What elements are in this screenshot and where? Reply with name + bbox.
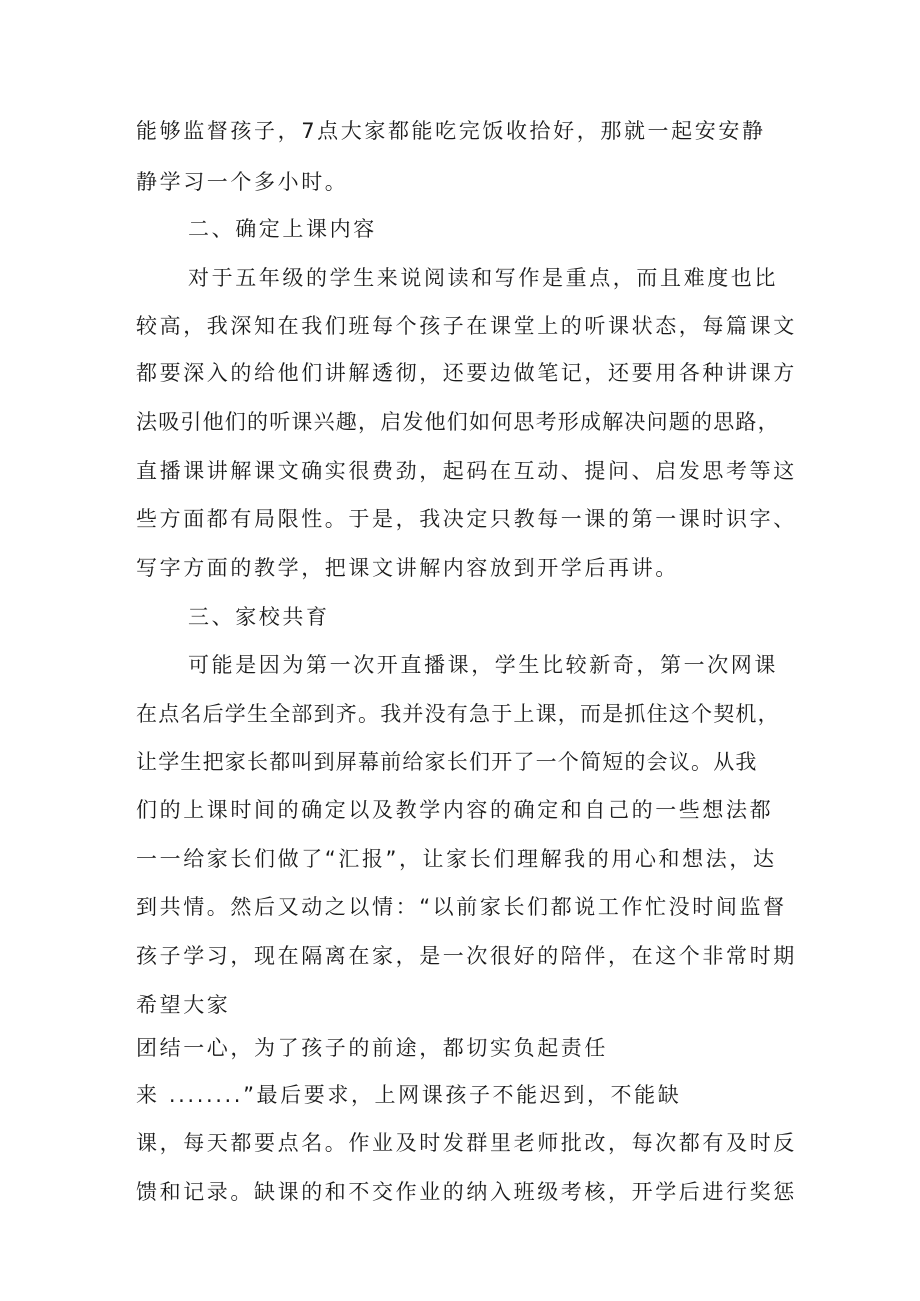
- body-text-line: 到共情。然后又动之以情：“以前家长们都说工作忙没时间监督: [136, 895, 787, 919]
- body-text-line: 希望大家: [136, 993, 231, 1017]
- body-text-line: 孩子学习，现在隔离在家，是一次很好的陪伴，在这个非常时期: [136, 944, 797, 968]
- body-text-line: 团结一心，为了孩子的前途，都切实负起责任: [136, 1036, 608, 1060]
- body-text-line: 对于五年级的学生来说阅读和写作是重点，而且难度也比: [188, 266, 778, 290]
- body-text-line: 馈和记录。缺课的和不交作业的纳入班级考核，开学后进行奖惩: [136, 1180, 797, 1204]
- body-text-line: 来 ........”最后要求，上网课孩子不能迟到，不能缺: [136, 1083, 682, 1107]
- body-text-line: 写字方面的教学，把课文讲解内容放到开学后再讲。: [136, 556, 679, 580]
- body-text-line: 静学习一个多小时。: [136, 170, 349, 194]
- body-text-line: 法吸引他们的听课兴趣，启发他们如何思考形成解决问题的思路，: [136, 410, 780, 434]
- body-text-line: 都要深入的给他们讲解透彻，还要边做笔记，还要用各种讲课方: [136, 361, 797, 385]
- body-text-line: 些方面都有局限性。于是，我决定只教每一课的第一课时识字、: [136, 507, 797, 531]
- section-heading: 三、家校共育: [188, 605, 330, 629]
- body-text-line: 课，每天都要点名。作业及时发群里老师批改，每次都有及时反: [136, 1131, 797, 1155]
- body-text-line: 直播课讲解课文确实很费劲，起码在互动、提问、启发思考等这: [136, 459, 797, 483]
- body-text-line: 一一给家长们做了“汇报”，让家长们理解我的用心和想法，达: [136, 847, 777, 871]
- body-text-line: 较高，我深知在我们班每个孩子在课堂上的听课状态，每篇课文: [136, 314, 797, 338]
- body-text-line: 能够监督孩子，7点大家都能吃完饭收拾好，那就一起安安静: [136, 119, 766, 143]
- body-text-line: 让学生把家长都叫到屏幕前给家长们开了一个简短的会议。从我: [136, 750, 758, 774]
- body-text-line: 在点名后学生全部到齐。我并没有急于上课，而是抓住这个契机，: [136, 702, 780, 726]
- body-text-line: 们的上课时间的确定以及教学内容的确定和自己的一些想法都: [136, 798, 774, 822]
- section-heading: 二、确定上课内容: [188, 217, 377, 241]
- body-text-line: 可能是因为第一次开直播课，学生比较新奇，第一次网课: [188, 653, 778, 677]
